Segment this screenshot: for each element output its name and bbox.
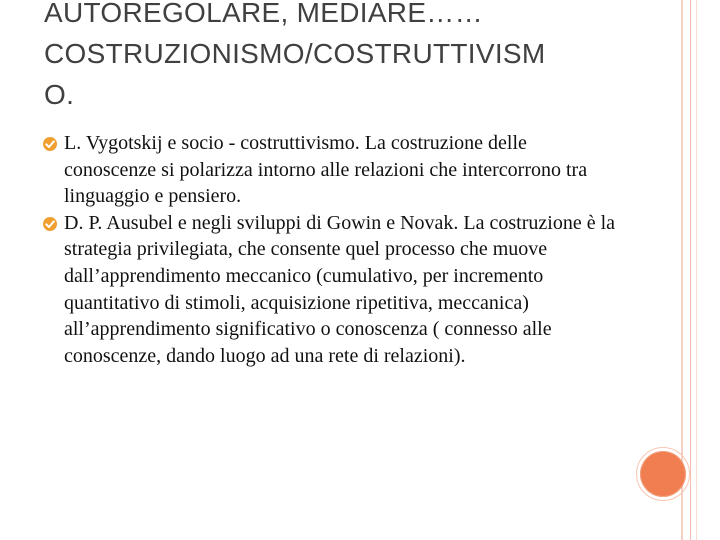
bullet-item [42, 210, 622, 370]
bullet-list [42, 130, 622, 369]
bullet-item [42, 130, 622, 210]
decorative-rail [696, 0, 697, 540]
bullet-text: L. Vygotskij e socio - costruttivismo. La costruzione delle conoscenze si polarizza intorno alle relazioni che intercorrono tra linguaggio e pensiero. [64, 132, 588, 208]
slide-title: AUTOREGOLARE, MEDIARE…… COSTRUZIONISMO/COSTRUTTIVISM O. [44, 0, 546, 110]
bullet-text: D. P. Ausubel e negli sviluppi di Gowin e Novak. La costruzione è la strategia privilegiata, che consente quel processo che muove dall’apprendimento meccanico (cumulativo, per incremento quantitativo di stimoli, acquisizione ripetitiva, meccanica) all’apprendimento significativo o conoscenza ( connesso alle conoscenze, dando luogo ad una rete di relazioni). [64, 211, 616, 367]
decorative-circle [640, 451, 686, 497]
circle-check-icon [42, 136, 58, 152]
decorative-rail [690, 0, 691, 540]
circle-check-icon [42, 216, 58, 232]
